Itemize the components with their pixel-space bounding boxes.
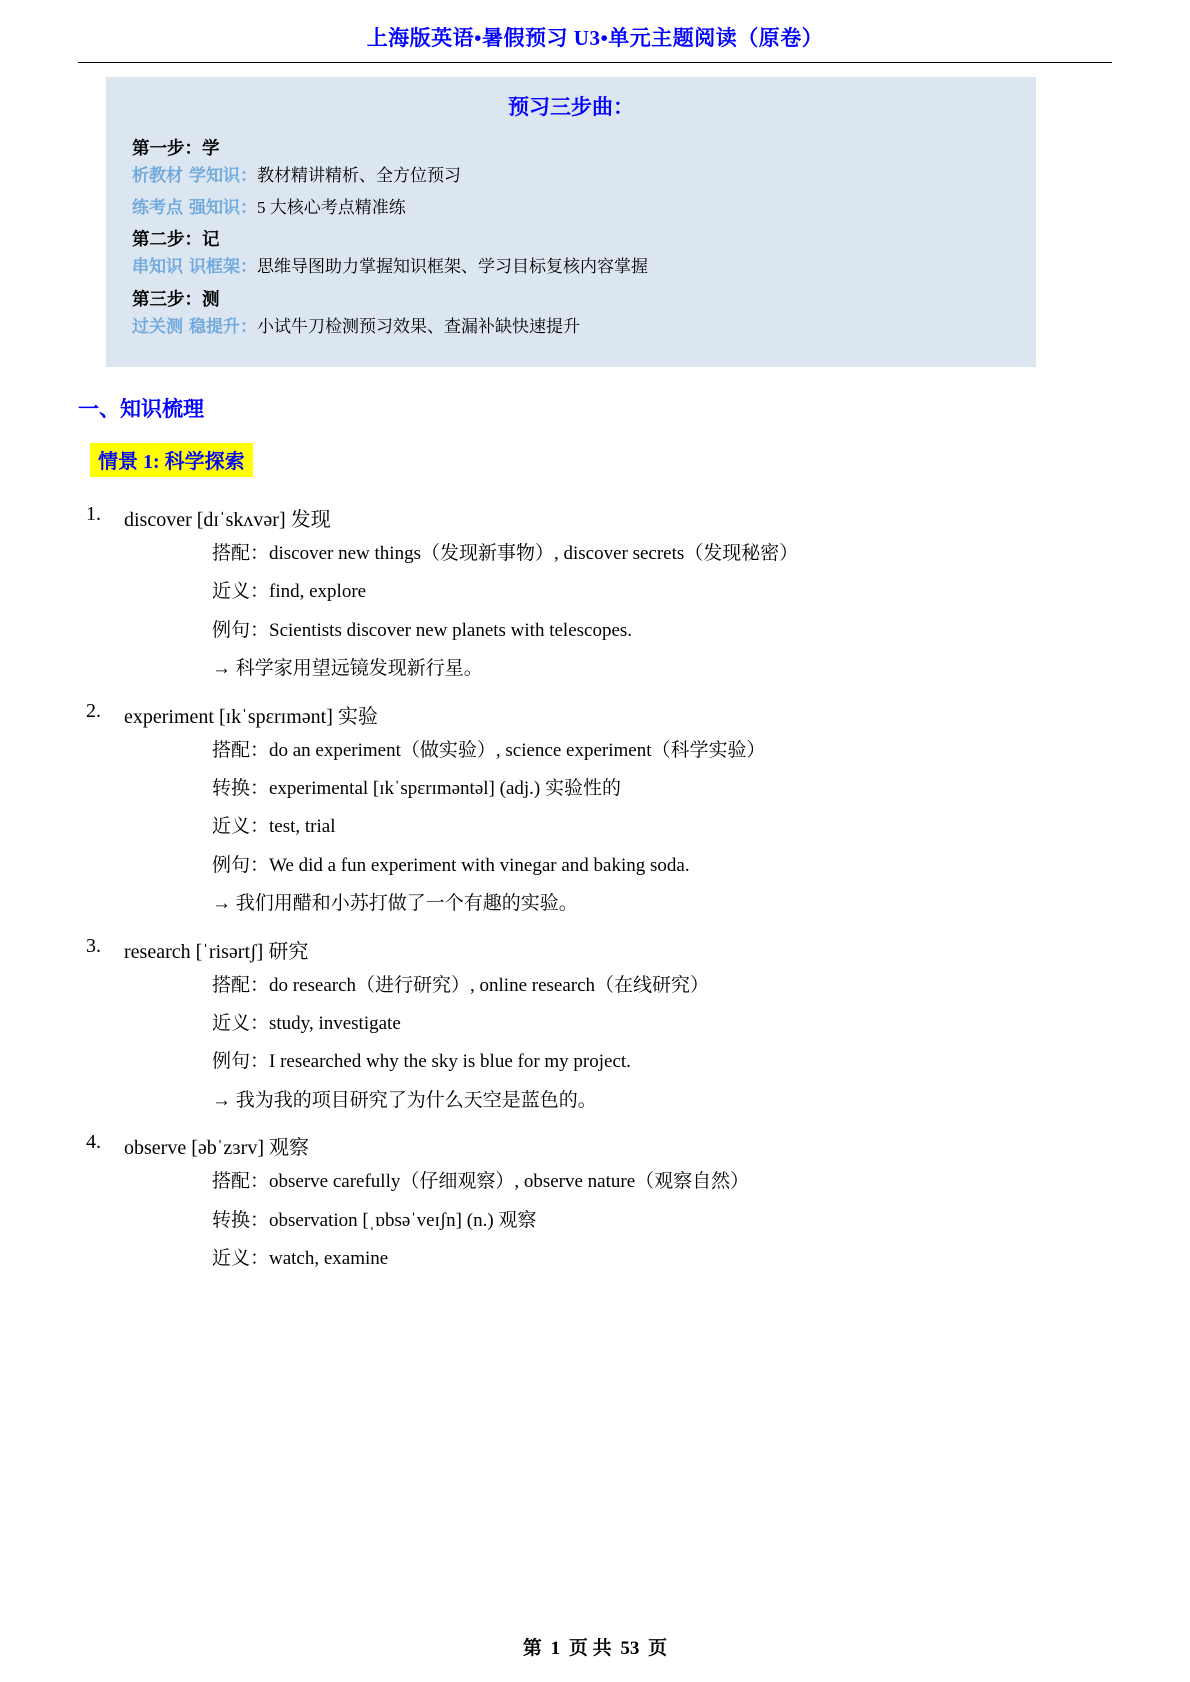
entry-header xyxy=(78,1131,1112,1160)
scene-heading: 情景 1: 科学探索 xyxy=(90,443,253,477)
vocabulary-entry xyxy=(78,503,1112,688)
entry-detail: 例句：We did a fun experiment with vinegar and baking soda. xyxy=(212,854,690,876)
step-tag: 串知识 xyxy=(132,257,183,276)
step-tag-secondary: 稳提升： xyxy=(189,316,257,336)
entry-word: observe [əbˈzɜrv] 观察 xyxy=(124,1137,309,1160)
footer-page-number: 1 xyxy=(550,1638,561,1659)
step-tag-secondary: 强知识： xyxy=(189,197,257,217)
entry-detail: 转换：experimental [ɪkˈspɛrɪməntəl] (adj.) 实验性的 xyxy=(212,778,621,800)
step-line xyxy=(132,163,1010,189)
header-divider xyxy=(78,62,1112,63)
footer-prefix: 第 xyxy=(522,1638,542,1659)
step-description: 思维导图助力掌握知识框架、学习目标复核内容掌握 xyxy=(257,257,648,276)
entry-detail: 近义：watch, examine xyxy=(212,1248,389,1270)
preview-steps-title: 预习三步曲： xyxy=(508,95,634,119)
entry-header xyxy=(78,935,1112,964)
step-block-1 xyxy=(132,135,1010,220)
entry-detail: 近义：find, explore xyxy=(212,581,367,603)
vocabulary-entry xyxy=(78,935,1112,1120)
entry-header xyxy=(78,700,1112,729)
entry-translation: → 我为我的项目研究了为什么天空是蓝色的。 xyxy=(212,1089,597,1111)
step-line xyxy=(132,314,1010,340)
step-heading: 第二步：记 xyxy=(132,229,220,249)
page-footer xyxy=(0,1633,1190,1660)
step-description: 5 大核心考点精准练 xyxy=(257,197,406,217)
entry-detail: 近义：study, investigate xyxy=(212,1013,401,1035)
footer-total-pages: 53 xyxy=(620,1638,640,1659)
section-heading: 一、知识梳理 xyxy=(78,397,204,421)
step-description: 小试牛刀检测预习效果、查漏补缺快速提升 xyxy=(257,316,580,336)
entry-detail: 搭配：do an experiment（做实验）, science experiment（科学实验） xyxy=(212,739,766,761)
entry-detail: 转换：observation [ˌɒbsəˈveɪʃn] (n.) 观察 xyxy=(212,1209,537,1231)
step-heading: 第一步：学 xyxy=(132,138,220,158)
page-title: 上海版英语•暑假预习 U3•单元主题阅读（原卷） xyxy=(366,26,824,50)
entry-word: experiment [ɪkˈspɛrɪmənt] 实验 xyxy=(124,705,378,728)
entry-number: 3. xyxy=(86,934,101,957)
step-tag: 练考点 xyxy=(132,197,183,217)
step-heading: 第三步：测 xyxy=(132,288,220,309)
entry-word: discover [dɪˈskʌvər] 发现 xyxy=(124,509,331,531)
entry-translation: → 我们用醋和小苏打做了一个有趣的实验。 xyxy=(212,893,578,915)
entry-detail: 搭配：do research（进行研究）, online research（在线研究） xyxy=(212,974,710,996)
entry-detail: 近义：test, trial xyxy=(212,816,336,838)
entry-word: research [ˈrisərtʃ] 研究 xyxy=(124,940,309,963)
footer-suffix: 页 xyxy=(648,1638,668,1659)
step-tag: 过关测 xyxy=(132,316,183,336)
entry-detail: 搭配：discover new things（发现新事物）, discover secrets（发现秘密） xyxy=(212,543,799,564)
entry-number: 2. xyxy=(86,699,101,722)
step-description: 教材精讲精析、全方位预习 xyxy=(257,166,461,185)
step-tag: 析教材 xyxy=(132,166,183,185)
entry-translation: → 科学家用望远镜发现新行星。 xyxy=(212,658,483,680)
preview-steps-box xyxy=(106,77,1036,367)
footer-middle: 页 共 xyxy=(568,1638,612,1659)
vocabulary-list xyxy=(78,503,1112,1278)
step-tag-secondary: 识框架： xyxy=(189,257,257,276)
step-tag-secondary: 学知识： xyxy=(189,166,257,185)
vocabulary-entry xyxy=(78,700,1112,923)
entry-number: 1. xyxy=(86,503,101,525)
step-line xyxy=(132,254,1010,280)
step-block-2 xyxy=(132,226,1010,280)
entry-detail: 搭配：observe carefully（仔细观察）, observe nature（观察自然） xyxy=(212,1171,750,1193)
entry-header xyxy=(78,503,1112,532)
vocabulary-entry xyxy=(78,1131,1112,1277)
entry-detail: 例句：Scientists discover new planets with telescopes. xyxy=(212,619,633,641)
step-block-3 xyxy=(132,286,1010,340)
entry-number: 4. xyxy=(86,1131,101,1154)
step-line xyxy=(132,195,1010,221)
entry-detail: 例句：I researched why the sky is blue for my project. xyxy=(212,1051,631,1073)
